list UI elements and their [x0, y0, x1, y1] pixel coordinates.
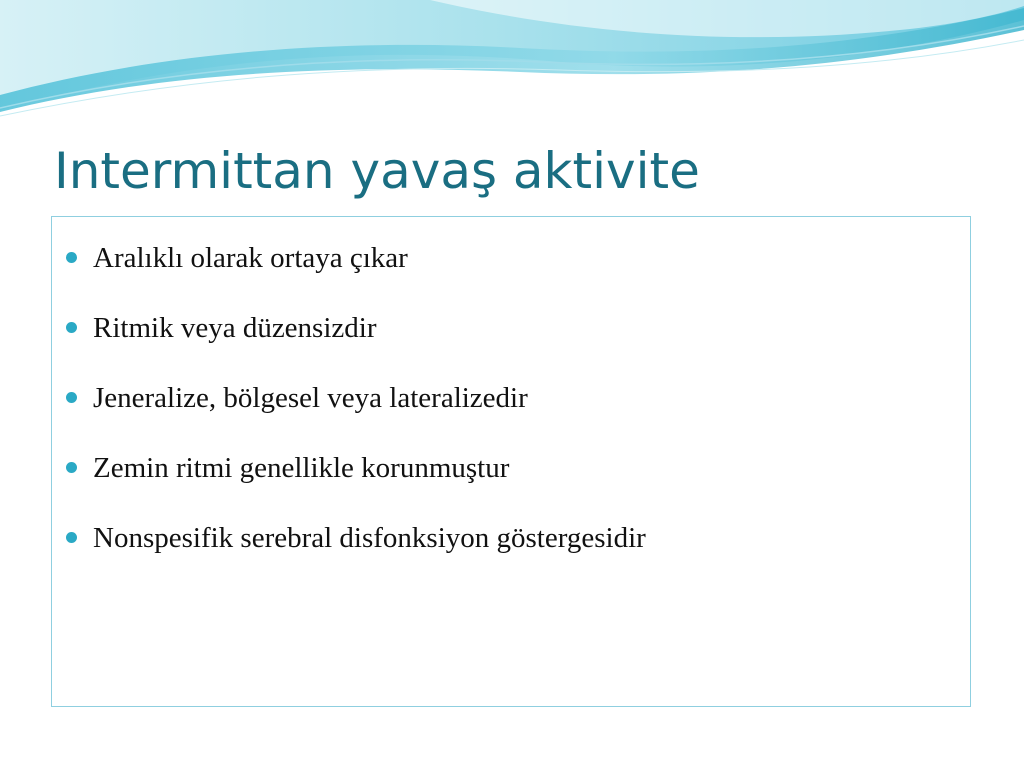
bullet-item	[66, 451, 646, 521]
bullet-text: Jeneralize, bölgesel veya lateralizedir	[93, 382, 528, 414]
slide-title: Intermittan yavaş aktivite	[54, 142, 700, 200]
bullet-item	[66, 381, 646, 451]
bullet-dot-icon	[66, 322, 77, 333]
wave-header-decoration	[0, 0, 1024, 120]
bullet-dot-icon	[66, 462, 77, 473]
bullet-list	[66, 241, 646, 591]
bullet-item	[66, 521, 646, 591]
content-box	[51, 216, 971, 707]
bullet-dot-icon	[66, 252, 77, 263]
bullet-text: Ritmik veya düzensizdir	[93, 312, 377, 344]
bullet-text: Nonspesifik serebral disfonksiyon göstergesidir	[93, 522, 646, 554]
bullet-text: Aralıklı olarak ortaya çıkar	[93, 242, 408, 274]
bullet-dot-icon	[66, 532, 77, 543]
bullet-text: Zemin ritmi genellikle korunmuştur	[93, 452, 510, 484]
bullet-item	[66, 241, 646, 311]
bullet-dot-icon	[66, 392, 77, 403]
bullet-item	[66, 311, 646, 381]
